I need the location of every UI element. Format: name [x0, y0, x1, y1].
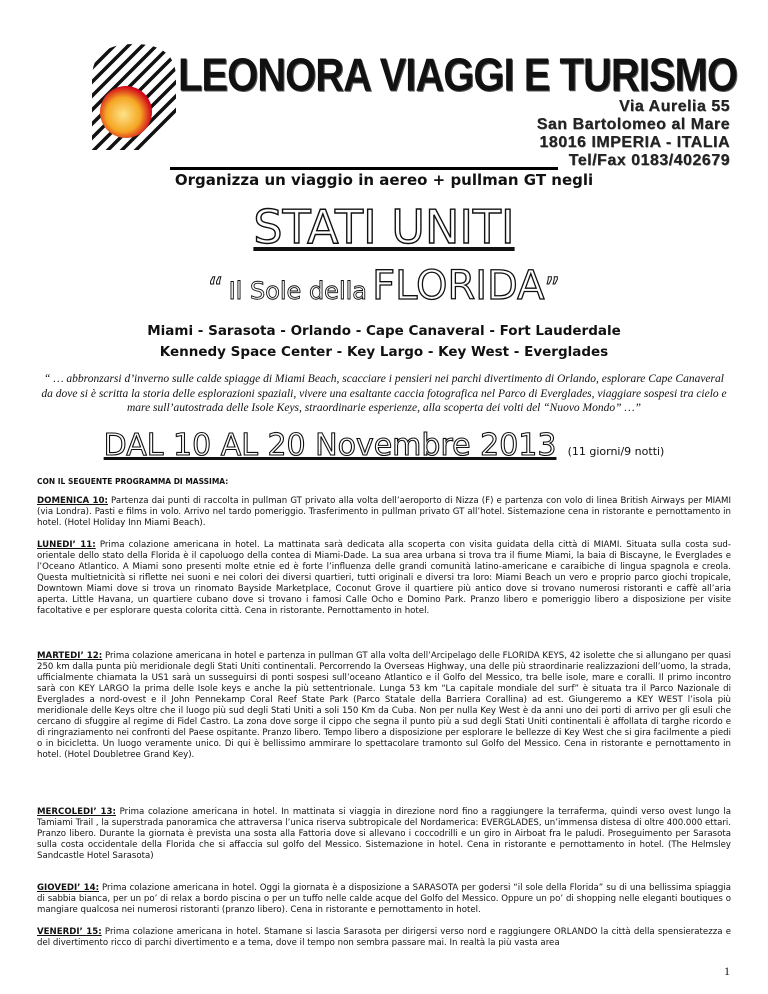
- day-label: LUNEDI’ 11:: [37, 540, 96, 550]
- day-label: GIOVEDI’ 14:: [37, 883, 100, 893]
- sole-small: Il Sole della: [228, 277, 367, 305]
- address-phone: Tel/Fax 0183/402679: [568, 152, 730, 169]
- day-label: VENERDI’ 15:: [37, 927, 102, 937]
- cities-line-2: Kennedy Space Center - Key Largo - Key West - Everglades: [159, 344, 609, 360]
- quote-close: ”: [544, 272, 561, 307]
- day-paragraph: [37, 496, 731, 529]
- day-text: Partenza dai punti di raccolta in pullman GT privato alla volta dell’aeroporto di Nizza (F) e partenza con volo di linea British Airways per MIAMI (via Londra). Pasti e films in volo. Arrivo nel tardo pomeriggio. Trasferimento in pullman privato GT all’hotel. Sistemazione cena in ristorante e pernottamento in hotel. (Hotel Holiday Inn Miami Beach).: [37, 496, 731, 528]
- page-number: 1: [724, 964, 730, 978]
- agency-name: LEONORA VIAGGI E TURISMO: [178, 50, 737, 101]
- sole-big: FLORIDA: [372, 263, 545, 309]
- trip-length: (11 giorni/9 notti): [567, 445, 665, 458]
- address-street: Via Aurelia 55: [618, 98, 730, 115]
- day-label: MARTEDI’ 12:: [37, 651, 103, 661]
- sole-heading: [0, 263, 768, 309]
- cities-line-1: Miami - Sarasota - Orlando - Cape Canaveral - Fort Lauderdale: [147, 323, 621, 339]
- agency-logo: [88, 40, 180, 150]
- day-text: Prima colazione americana in hotel. In mattinata si viaggia in direzione nord fino a raggiungere la terraferma, quindi verso ovest lungo la Tamiami Trail , la superstrada panoramica che attraversa l’unica riserva subtropicale del Nordamerica: EVERGLADES, un’immensa distesa di oltre 400.000 ettari. Pranzo libero. Durante la giornata è prevista una sosta alla Fattoria dove si allevano i coccodrilli e un giro in Airboat fra le paludi. Proseguimento per Sarasota sulla costa occidentale della Florida che si affaccia sul golfo del Messico. Sistemazione in hotel. Cena in ristorante e pernottamento in hotel. (The Helmsley Sandcastle Hotel Sarasota): [37, 807, 731, 861]
- address-town: San Bartolomeo al Mare: [536, 116, 730, 133]
- main-title: STATI UNITI: [253, 200, 515, 254]
- day-paragraph: [37, 651, 731, 761]
- tagline: “ … abbronzarsi d’inverno sulle calde spiagge di Miami Beach, scacciare i pensieri nei parchi divertimento di Orlando, esplorare Cape Canaveral da dove si è scritta la storia delle esplorazioni spaziali, vivere una esaltante caccia fotografica nel Parco di Everglades, viaggiare sospesi tra cielo e mare sull’autostrada delle Isole Keys, straordinarie esperienze, alla scoperta dei volti del “Nuovo Mondo” …”: [41, 373, 727, 414]
- day-text: Prima colazione americana in hotel e partenza in pullman GT alla volta dell’Arcipelago delle FLORIDA KEYS, 42 isolette che si allungano per quasi 250 km dalla punta più meridionale degli Stati Uniti continentali. Percorrendo la Overseas Highway, una delle più straordinarie realizzazioni dell’uomo, la strada, ufficialmente chiamata la US1 sarà un susseguirsi di ponti sospesi sull’oceano Atlantico e il Golfo del Messico, tra belle isole, mare e coralli. Il primo incontro sarà con KEY LARGO la prima delle Isole keys e anche la più settentrionale. Lunga 53 km “La capitale mondiale del surf” è situata tra il Parco Nazionale di Everglades a nord-ovest e il John Pennekamp Coral Reef State Park (Parco Statale della Barriera Corallina) ad est. Giungeremo a KEY WEST l’isola più meridionale delle Keys oltre che il luogo più sud degli Stati Uniti a soli 150 Km da Cuba. Non per nulla Key West è da anni uno dei porti di arrivo per gli esuli che cercano di sfuggire al regime di Fidel Castro. La zona dove sorge il cippo che segna il punto più a sud degli Stati Uniti continentali è affollata di targhe ricordo e di ringraziamento nei confronti del Paese ospitante. Pranzo libero. Tempo libero a disposizione per esplorare le bellezze di Key West che si gira facilmente a piedi o in bicicletta. Un luogo veramente unico. Di qui è bellissimo ammirare lo spettacolare tramonto sul Golfo del Messico. Cena in ristorante e pernottamento in hotel. (Hotel Doubletree Grand Key).: [37, 651, 731, 760]
- day-text: Prima colazione americana in hotel. Stamane si lascia Sarasota per dirigersi verso nord e raggiungere ORLANDO la città della spensieratezza e del divertimento ricco di parchi divertimento e a tema, dove il tempo non sembra passare mai. In realtà la più vasta area: [37, 927, 731, 948]
- day-label: MERCOLEDI’ 13:: [37, 807, 116, 817]
- day-paragraph: [37, 807, 731, 862]
- program-note: CON IL SEGUENTE PROGRAMMA DI MASSIMA:: [37, 477, 229, 486]
- day-text: Prima colazione americana in hotel. Oggi la giornata è a disposizione a SARASOTA per godersi “il sole della Florida” su di una bellissima spiaggia di sabbia bianca, per un po’ di relax a bordo piscina o per un tuffo nelle calde acque del Golfo del Messico. Oppure un po’ di shopping nelle eleganti boutiques o mangiare qualcosa nei numerosi ristoranti (pranzo libero). Cena in ristorante e pernottamento in hotel.: [37, 883, 731, 915]
- day-label: DOMENICA 10:: [37, 496, 108, 506]
- trip-subtitle: Organizza un viaggio in aereo + pullman GT negli: [174, 171, 594, 189]
- day-paragraph: [37, 540, 731, 617]
- day-paragraph: [37, 927, 731, 949]
- header-divider: [170, 167, 558, 170]
- day-paragraph: [37, 883, 731, 916]
- day-text: Prima colazione americana in hotel. La mattinata sarà dedicata alla scoperta con visita guidata della città di MIAMI. Situata sulla costa sud-orientale dello stato della Florida è il capoluogo della contea di Miami-Dade. La sua area urbana si trova tra il fiume Miami, la baia di Biscayne, le Everglades e l’Oceano Atlantico. A Miami sono presenti molte etnie ed è forte l’influenza delle grandi comunità latino-americane e caraibiche di lingua spagnola e creola. Questa multietnicità si riflette nei suoni e nei colori dei diversi quartieri, tutti originali e diversi tra loro: Miami Beach un vero e proprio parco giochi tropicale, Downtown Miami dove si trova un rinomato Bayside Marketplace, Coconut Grove il quartiere più antico dove si trovano numerosi ristoranti e caffè all’aria aperta. Little Havana, un quartiere cubano dove si trovano i famosi Calle Ocho e Domino Park. Pranzo libero e pomeriggio libero a disposizione per visite facoltative e per esplorare questa colorita città. Cena in ristorante. Pernottamento in hotel.: [37, 540, 731, 616]
- quote-open: “: [207, 272, 224, 307]
- address-city: 18016 IMPERIA - ITALIA: [539, 134, 730, 151]
- trip-dates: DAL 10 AL 20 Novembre 2013: [103, 428, 557, 463]
- dates-row: [0, 428, 768, 463]
